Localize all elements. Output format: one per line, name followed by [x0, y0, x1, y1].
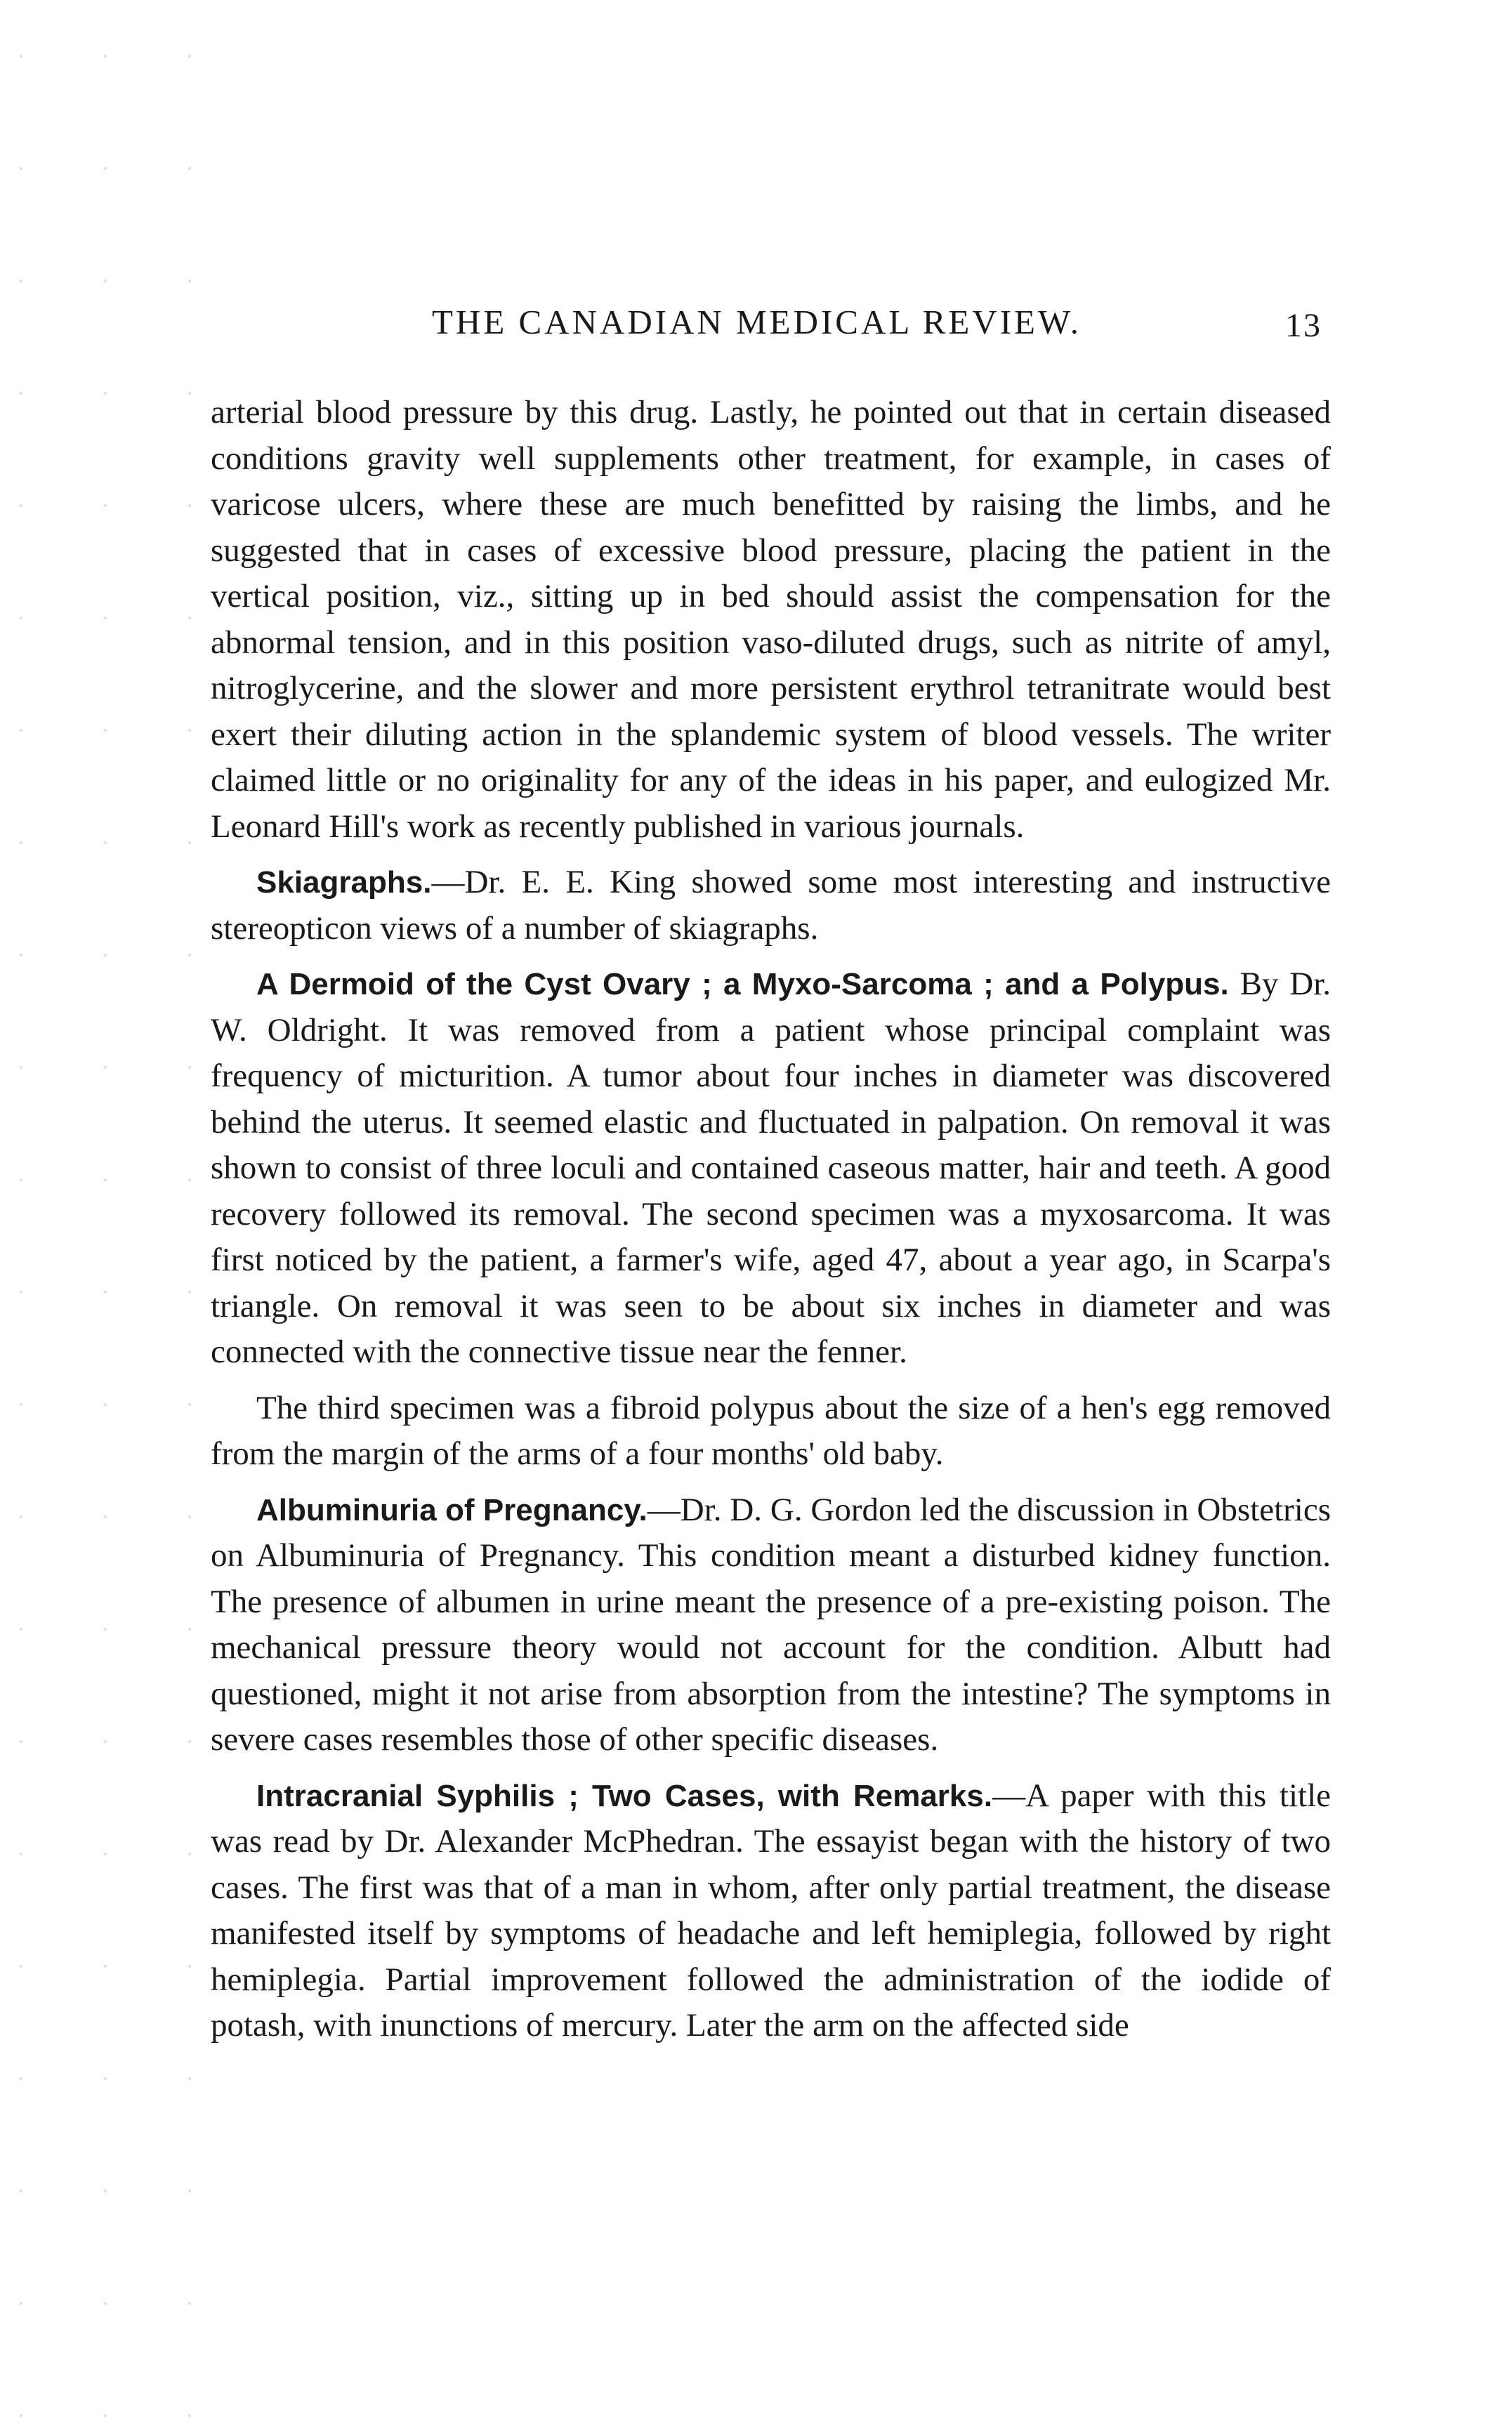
section-heading-skiagraphs: Skiagraphs.: [256, 865, 432, 900]
paragraph-albuminuria: [211, 1487, 1331, 1763]
paragraph-text: —Dr. E. E. King showed some most interesting and instructive stereopticon views of a number of skiagraphs.: [211, 864, 1331, 947]
paragraph-text: The third specimen was a fibroid polypus about the size of a hen's egg removed from the margin of the arms of a four months' old baby.: [211, 1389, 1331, 1472]
page-number: 13: [1285, 307, 1322, 344]
binding-edge-speckle: [0, 0, 211, 2434]
paragraph-text: —Dr. D. G. Gordon led the discussion in Obstetrics on Albuminuria of Pregnancy. This condition meant a disturbed kidney function. The presence of albumen in urine meant the presence of a pre-existing poison. The mechanical pressure theory would not account for the condition. Albutt had questioned, might it not arise from absorption from the intestine? The symptoms in severe cases resembles those of other specific diseases.: [211, 1491, 1331, 1758]
paragraph-text: By Dr. W. Oldright. It was removed from a patient whose principal complaint was frequency of micturition. A tumor about four inches in diameter was discovered behind the uterus. It seemed elastic and fluctuated in palpation. On removal it was shown to consist of three loculi and contained caseous matter, hair and teeth. A good recovery followed its removal. The second specimen was a myxosarcoma. It was first noticed by the patient, a farmer's wife, aged 47, about a year ago, in Scarpa's triangle. On removal it was seen to be about six inches in diameter and was connected with the connective tissue near the fenner.: [211, 966, 1332, 1370]
running-head: THE CANADIAN MEDICAL REVIEW.: [432, 303, 1082, 341]
page-header: [0, 302, 1512, 351]
paragraph-blood-pressure: [211, 390, 1331, 850]
section-heading-dermoid: A Dermoid of the Cyst Ovary ; a Myxo-Sarcoma ; and a Polypus.: [256, 967, 1229, 1001]
section-heading-syphilis: Intracranial Syphilis ; Two Cases, with Remarks.: [256, 1778, 993, 1813]
paragraph-polypus: [211, 1386, 1331, 1478]
paragraph-syphilis: [211, 1773, 1331, 2049]
article-body: [211, 390, 1331, 2049]
paragraph-skiagraphs: [211, 860, 1331, 952]
paragraph-dermoid: [211, 961, 1331, 1376]
paragraph-text: —A paper with this title was read by Dr. Alexander McPhedran. The essayist began with the history of two cases. The first was that of a man in whom, after only partial treatment, the disease manifested itself by symptoms of headache and left hemiplegia, followed by right hemiplegia. Partial improvement followed the administration of the iodide of potash, with inunctions of mercury. Later the arm on the affected side: [211, 1777, 1331, 2044]
paragraph-text: arterial blood pressure by this drug. Lastly, he pointed out that in certain diseased conditions gravity well supplements other treatment, for example, in cases of varicose ulcers, where these are much benefitted by raising the limbs, and he suggested that in cases of excessive blood pressure, placing the patient in the vertical position, viz., sitting up in bed should assist the compensation for the abnormal tension, and in this position vaso-diluted drugs, such as nitrite of amyl, nitroglycerine, and the slower and more persistent erythrol tetranitrate would best exert their diluting action in the splandemic system of blood vessels. The writer claimed little or no originality for any of the ideas in his paper, and eulogized Mr. Leonard Hill's work as recently published in various journals.: [211, 394, 1331, 845]
section-heading-albuminuria: Albuminuria of Pregnancy.: [256, 1492, 647, 1527]
